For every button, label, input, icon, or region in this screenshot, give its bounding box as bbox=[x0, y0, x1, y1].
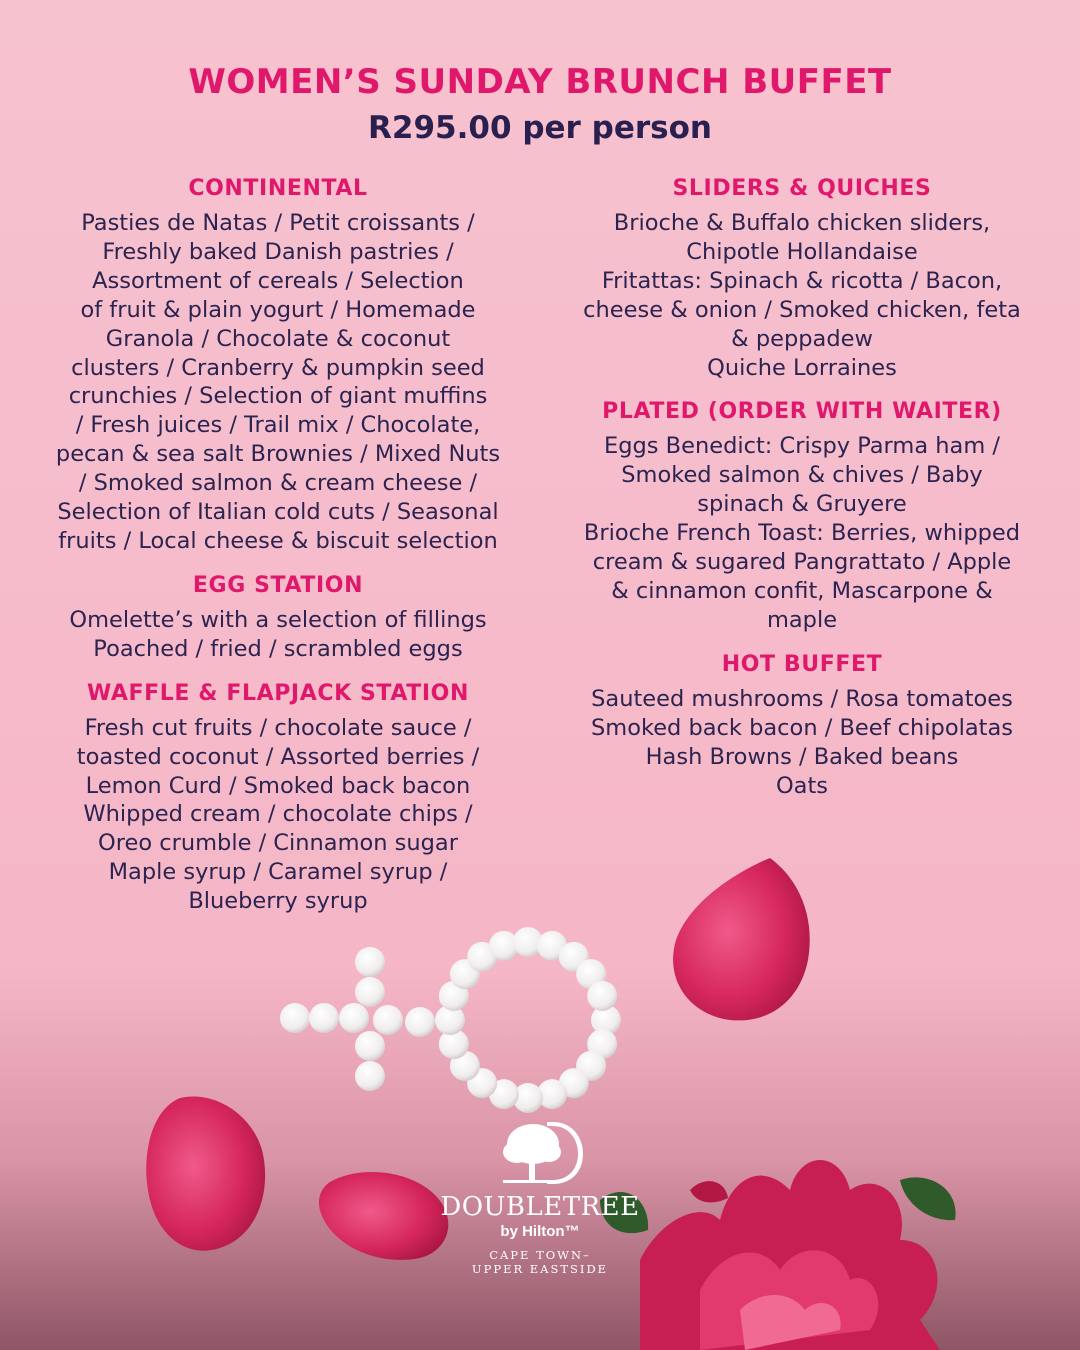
pill-icon bbox=[373, 1005, 403, 1035]
logo-location-line: UPPER EASTSIDE bbox=[471, 1262, 609, 1276]
section-items: Brioche & Buffalo chicken sliders, Chipotle Hollandaise Fritattas: Spinach & ricotta / Bacon, cheese & onion / Smoked chicken, feta & peppadew Quiche Lorraines bbox=[583, 210, 1021, 381]
logo-location-line: CAPE TOWN– bbox=[489, 1248, 591, 1262]
logo-location bbox=[440, 1248, 640, 1276]
logo-brand-name: DOUBLETREE bbox=[440, 1192, 640, 1222]
tree-d-logo-icon bbox=[495, 1118, 585, 1186]
section-sliders-quiches bbox=[556, 176, 1048, 382]
section-heading: PLATED (ORDER WITH WAITER) bbox=[602, 399, 1002, 425]
section-heading: WAFFLE & FLAPJACK STATION bbox=[87, 680, 469, 706]
pill-icon bbox=[587, 981, 617, 1011]
pill-icon bbox=[355, 977, 385, 1007]
section-plated bbox=[556, 399, 1048, 634]
logo-by-hilton: by Hilton™ bbox=[500, 1223, 580, 1240]
rose-petal-icon bbox=[319, 1172, 448, 1260]
section-items: Fresh cut fruits / chocolate sauce / toasted coconut / Assorted berries / Lemon Curd / Smoked back bacon Whipped cream / chocolate chips / Oreo crumble / Cinnamon sugar Maple syrup / Caramel syrup / Blueberry syrup bbox=[76, 714, 480, 915]
pill-icon bbox=[355, 1031, 385, 1061]
pill-icon bbox=[309, 1003, 339, 1033]
menu-column-left bbox=[30, 176, 526, 933]
price-per-person: R295.00 per person bbox=[368, 110, 712, 146]
page-title: WOMEN’S SUNDAY BRUNCH BUFFET bbox=[188, 62, 892, 102]
pill-icon bbox=[355, 947, 385, 977]
section-items: Omelette’s with a selection of fillings Poached / fried / scrambled eggs bbox=[69, 606, 487, 662]
section-heading: CONTINENTAL bbox=[188, 176, 368, 201]
section-waffle-flapjack-station bbox=[30, 681, 526, 916]
pill-icon bbox=[405, 1007, 435, 1037]
pills-venus-symbol-icon bbox=[280, 927, 621, 1113]
section-egg-station bbox=[30, 573, 526, 664]
menu-column-right bbox=[556, 176, 1048, 817]
pill-icon bbox=[355, 1061, 385, 1091]
section-continental bbox=[30, 176, 526, 556]
section-items: Sauteed mushrooms / Rosa tomatoes Smoked back bacon / Beef chipolatas Hash Browns / Baked beans Oats bbox=[591, 685, 1013, 799]
rose-petal-icon bbox=[146, 1097, 265, 1251]
section-heading: EGG STATION bbox=[192, 572, 364, 598]
section-items: Pasties de Natas / Petit croissants / Freshly baked Danish pastries / Assortment of cereals / Selection of fruit & plain yogurt / Homemade Granola / Chocolate & coconut clusters / Cranberry & pumpkin seed crunchies / Selection of giant muffins / Fresh juices / Trail mix / Chocolate, pecan & sea salt Brownies / Mixed Nuts / Smoked salmon & cream cheese / Selection of Italian cold cuts / Seasonal fruits / Local cheese & biscuit selection bbox=[55, 210, 501, 554]
rose-petal-icon bbox=[673, 858, 810, 1020]
section-heading: SLIDERS & QUICHES bbox=[672, 176, 932, 201]
section-items: Eggs Benedict: Crispy Parma ham / Smoked salmon & chives / Baby spinach & Gruyere Brioche French Toast: Berries, whipped cream & sugared Pangrattato / Apple & cinnamon confit, Mascarpone & maple bbox=[583, 433, 1021, 633]
section-hot-buffet bbox=[556, 652, 1048, 801]
peony-flower-icon bbox=[600, 1160, 956, 1350]
section-heading: HOT BUFFET bbox=[721, 651, 883, 677]
pill-icon bbox=[280, 1003, 310, 1033]
pill-icon bbox=[339, 1003, 369, 1033]
doubletree-logo bbox=[440, 1118, 640, 1276]
